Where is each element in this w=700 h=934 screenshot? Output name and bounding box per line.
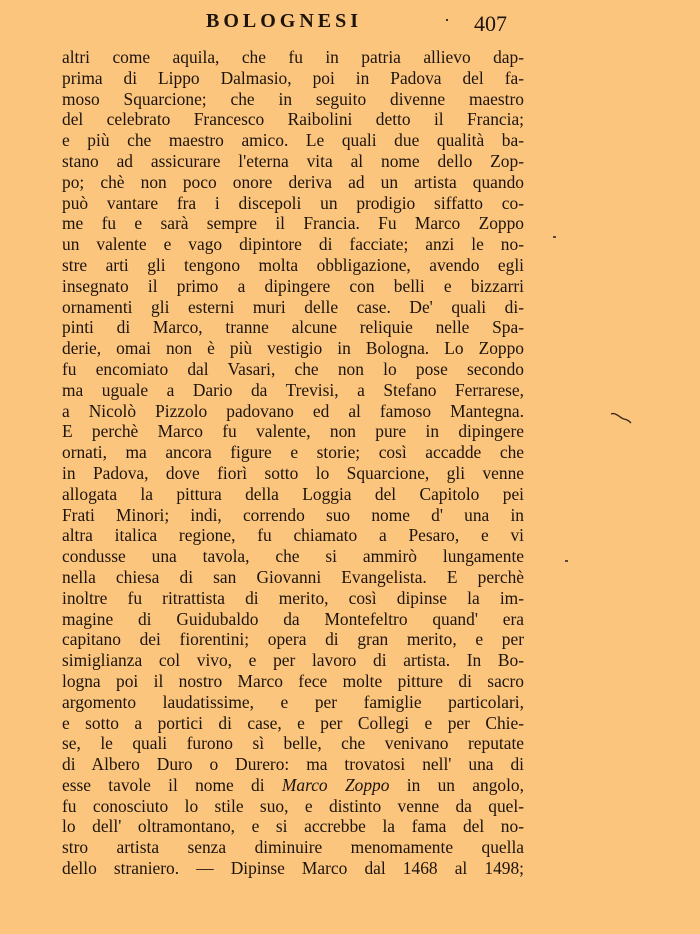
italic-line-before: esse tavole il nome di: [62, 774, 265, 795]
italic-name: Marco Zoppo: [281, 774, 390, 795]
text-line: altri come aquila, che fu in patria allievo dap-: [62, 47, 524, 67]
italic-line-after: in un angolo,: [406, 774, 524, 795]
running-head: [0, 8, 700, 38]
text-line: e sotto a portici di case, e per Collegi e per Chie-: [62, 712, 524, 733]
text-line: del celebrato Francesco Raibolini detto il Francia;: [62, 109, 524, 130]
text-line: argomento laudatissime, e per famiglie particolari,: [62, 691, 524, 712]
text-line: insegnato il primo a dipingere con belli e bizzarri: [62, 275, 524, 296]
text-line: logna poi il nostro Marco fece molte pitture di sacro: [62, 670, 524, 691]
text-line: me fu e sarà sempre il Francia. Fu Marco Zoppo: [62, 213, 524, 234]
body-text: [62, 47, 524, 879]
text-line: fu encomiato dal Vasari, che non lo pose secondo: [62, 358, 524, 379]
text-line: allogata la pittura della Loggia del Capitolo pei: [62, 483, 524, 504]
text-line: Frati Minori; indi, correndo suo nome d' una in: [62, 504, 524, 525]
text-line: fu conosciuto lo stile suo, e distinto venne da quel-: [62, 795, 524, 816]
text-line: ornati, ma ancora figure e storie; così accadde che: [62, 442, 524, 463]
text-line: E perchè Marco fu valente, non pure in dipingere: [62, 421, 524, 442]
text-line: stro artista senza diminuire menomamente quella: [62, 837, 524, 858]
text-line: magine di Guidubaldo da Montefeltro quand' era: [62, 608, 524, 629]
text-line: di Albero Duro o Durero: ma trovatosi nell' una di: [62, 754, 524, 775]
text-line: pinti di Marco, tranne alcune reliquie nelle Spa-: [62, 317, 524, 338]
text-line: se, le quali furono sì belle, che venivano reputate: [62, 733, 524, 754]
text-line: stano ad assicurare l'eterna vita al nome dello Zop-: [62, 150, 524, 171]
text-line: prima di Lippo Dalmasio, poi in Padova del fa-: [62, 67, 524, 88]
page-number: 407: [474, 11, 507, 36]
text-line: dello straniero. — Dipinse Marco dal 1468 al 1498;: [62, 858, 524, 879]
text-line: e più che maestro amico. Le quali due qualità ba-: [62, 130, 524, 151]
text-line: un valente e vago dipintore di facciate; anzi le no-: [62, 234, 524, 255]
stray-ink-mark: [610, 410, 632, 424]
text-line: ma uguale a Dario da Trevisi, a Stefano Ferrarese,: [62, 379, 524, 400]
stray-dot: [553, 236, 556, 238]
text-line: nella chiesa di san Giovanni Evangelista. E perchè: [62, 566, 524, 587]
text-line: a Nicolò Pizzolo padovano ed al famoso Mantegna.: [62, 400, 524, 421]
running-head-title: BOLOGNESI: [206, 10, 363, 32]
text-line-with-italic: [62, 775, 524, 796]
text-line: stre arti gli tengono molta obbligazione, avendo egli: [62, 254, 524, 275]
text-line: derie, omai non è più vestigio in Bologna. Lo Zoppo: [62, 338, 524, 359]
text-line: ornamenti gli esterni muri delle case. De' quali di-: [62, 296, 524, 317]
text-line: moso Squarcione; che in seguito divenne maestro: [62, 88, 524, 109]
text-line: in Padova, dove fiorì sotto lo Squarcione, gli venne: [62, 462, 524, 483]
stray-dot: [565, 560, 568, 562]
text-line: inoltre fu ritrattista di merito, così dipinse la im-: [62, 587, 524, 608]
text-line: può vantare fra i discepoli un prodigio siffatto co-: [62, 192, 524, 213]
text-line: capitano dei fiorentini; opera di gran merito, e per: [62, 629, 524, 650]
text-line: simiglianza col vivo, e per lavoro di artista. In Bo-: [62, 650, 524, 671]
text-line: altra italica regione, fu chiamato a Pesaro, e vi: [62, 525, 524, 546]
running-head-dot: ·: [444, 10, 450, 30]
text-line: po; chè non poco onore deriva ad un artista quando: [62, 171, 524, 192]
text-line: lo dell' oltramontano, e si accrebbe la fama del no-: [62, 816, 524, 837]
text-line: condusse una tavola, che si ammirò lungamente: [62, 546, 524, 567]
